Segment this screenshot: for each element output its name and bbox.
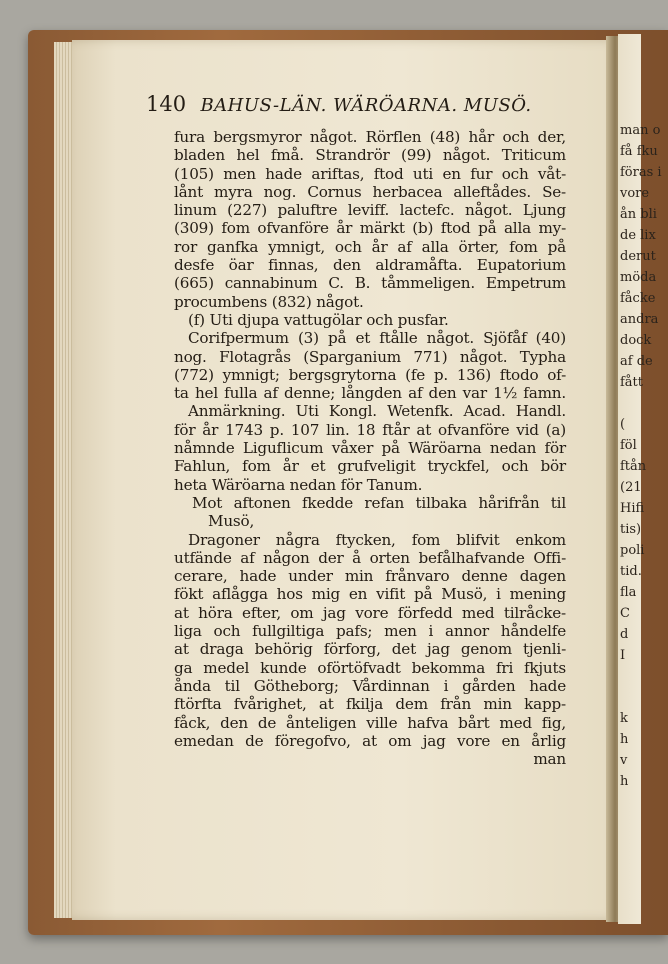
facing-text-fragment: h	[620, 774, 629, 789]
facing-text-fragment: ftån	[620, 459, 647, 474]
text-line: emedan de föregofvo, at om jag vore en årlig	[174, 731, 566, 750]
facing-text-fragment: v	[620, 753, 628, 768]
facing-text-fragment: dock	[620, 333, 652, 348]
text-line: ftörfta fvårighet, at fkilja dem från min kapp-	[174, 695, 566, 714]
text-line: ånda til Götheborg; Vårdinnan i gården hade	[174, 676, 566, 695]
facing-text-fragment: tid.	[620, 564, 642, 579]
facing-text-fragment: ån bli	[620, 207, 657, 222]
facing-text-fragment: fåcke	[620, 291, 656, 306]
facing-text-fragment: fla	[620, 585, 637, 600]
text-line: liga och fullgiltiga pafs; men i annor håndelfe	[174, 622, 566, 641]
facing-text-fragment: möda	[620, 270, 657, 285]
text-line: lånt myra nog. Cornus herbacea alleftådes. Se-	[174, 182, 566, 201]
text-line: ga medel kunde oförtöfvadt bekomma fri fkjuts	[174, 658, 566, 677]
facing-text-fragment: k	[620, 711, 628, 726]
facing-text-fragment: I	[620, 648, 626, 663]
facing-text-fragment	[618, 666, 641, 687]
text-line: man	[533, 750, 566, 769]
facing-text-fragment	[618, 687, 641, 708]
running-title: BAHUS-LÄN. WÄRÖARNA. MUSÖ.	[200, 95, 532, 116]
text-line: heta Wäröarna nedan för Tanum.	[174, 475, 423, 494]
facing-text-fragment: vore	[620, 186, 650, 201]
text-line: (772) ymnigt; bergsgrytorna (fe p. 136) ftodo of-	[174, 365, 566, 384]
running-header	[146, 92, 556, 116]
text-line: nåmnde Liguflicum våxer på Wäröarna nedan för	[174, 439, 566, 458]
facing-text-fragment	[618, 393, 641, 414]
text-line: Corifpermum (3) på et ftålle något. Sjöfåf (40)	[188, 329, 566, 348]
text-line: nog. Flotagrås (Sparganium 771) något. Typha	[174, 347, 566, 366]
text-line: ror ganfka ymnigt, och år af alla örter, fom på	[174, 237, 566, 256]
text-line: för år 1743 p. 107 lin. 18 ftår at ofvanföre vid (a)	[174, 420, 566, 439]
page-number: 140	[146, 92, 187, 116]
facing-text-fragment: Hifi	[620, 501, 645, 516]
text-line: fura bergsmyror något. Rörflen (48) hår och der,	[174, 128, 566, 146]
text-line: (309) fom ofvanföre år märkt (b) ftod på alla my-	[174, 219, 566, 238]
text-line: at höra efter, om jag vore förfedd med tilråcke-	[174, 603, 566, 622]
facing-text-fragment: föras i	[620, 165, 662, 180]
text-line: cerare, hade under min frånvaro denne dagen	[174, 567, 566, 586]
facing-text-fragment: poli	[620, 543, 645, 558]
facing-text-fragment: tis)	[620, 522, 642, 537]
facing-page-text	[618, 120, 662, 792]
facing-text-fragment: af de	[620, 354, 653, 369]
text-line: bladen hel fmå. Strandrör (99) något. Triticum	[174, 146, 566, 165]
facing-text-fragment: få fku	[620, 144, 658, 159]
facing-text-fragment: andra	[620, 312, 659, 327]
facing-text-fragment: fått	[620, 375, 644, 390]
facing-text-fragment: d	[620, 627, 629, 642]
facing-text-fragment: (21	[620, 480, 642, 495]
text-line: procumbens (832) något.	[174, 292, 364, 311]
text-line: ta hel fulla af denne; långden af den var 1½ famn.	[174, 384, 566, 403]
facing-text-fragment: föl	[620, 438, 637, 453]
text-line: (665) cannabinum C. B. tåmmeligen. Empetrum	[174, 274, 566, 293]
text-line: Dragoner några ftycken, fom blifvit enkom	[188, 530, 566, 549]
text-line: at draga behörig förforg, det jag genom tjenli-	[174, 640, 566, 659]
text-line: fåck, den de ånteligen ville hafva bårt med fig,	[174, 713, 566, 732]
text-line: utfände af någon der å orten befålhafvande Offi-	[174, 548, 566, 567]
facing-text-fragment: derut	[620, 249, 656, 264]
text-line: (105) men hade ariftas, ftod uti en fur och våt-	[174, 164, 566, 183]
facing-text-fragment: h	[620, 732, 629, 747]
text-line: Musö,	[208, 512, 255, 531]
facing-text-fragment: man o	[620, 123, 661, 138]
text-line: Mot aftonen fkedde refan tilbaka hårifrån til	[192, 493, 566, 512]
body-text	[174, 128, 566, 768]
text-line: (f) Uti djupa vattugölar och pusfar.	[188, 310, 449, 329]
facing-page-right	[618, 34, 662, 924]
text-line: linum (227) paluftre leviff. lactefc. något. Ljung	[174, 201, 566, 220]
text-line: Anmärkning. Uti Kongl. Wetenfk. Acad. Handl.	[188, 402, 566, 421]
facing-text-fragment: C	[620, 606, 630, 621]
text-line: desfe öar finnas, den aldramåfta. Eupatorium	[174, 256, 566, 275]
text-line: fökt aflågga hos mig en vifit på Musö, i mening	[174, 585, 566, 604]
facing-text-fragment: (	[620, 417, 626, 432]
text-line: Fahlun, fom år et grufveligit tryckfel, och bör	[174, 457, 566, 476]
facing-text-fragment: de lix	[620, 228, 656, 243]
